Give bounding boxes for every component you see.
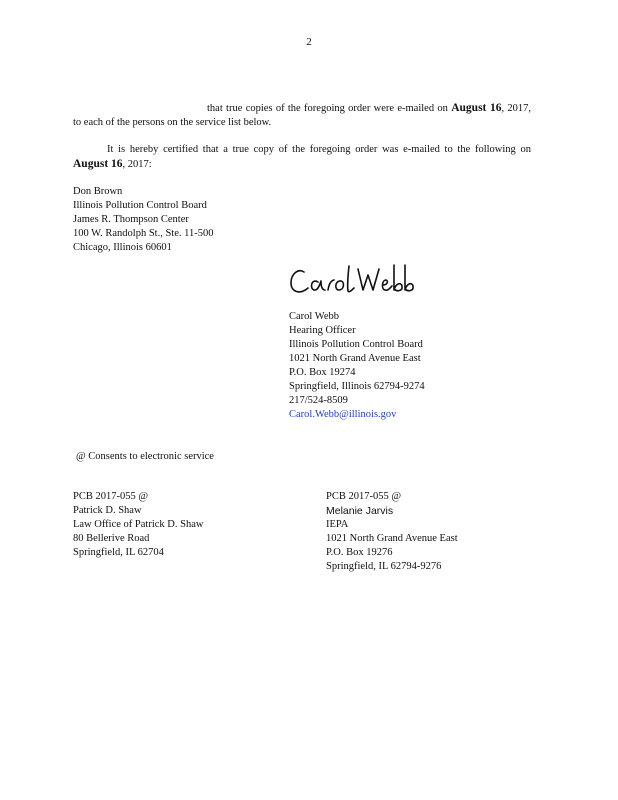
recipient-building: James R. Thompson Center xyxy=(73,214,189,225)
service-org: IEPA xyxy=(326,519,349,530)
recipient-name: Don Brown xyxy=(73,186,123,197)
recipient-org: Illinois Pollution Control Board xyxy=(73,200,207,211)
signer-phone: 217/524-8509 xyxy=(289,395,348,406)
consent-note: @ Consents to electronic service xyxy=(76,451,214,462)
certification-paragraph-2 xyxy=(73,143,531,172)
recipient-street: 100 W. Randolph St., Ste. 11-500 xyxy=(73,228,214,239)
service-case-number: PCB 2017-055 @ xyxy=(73,491,149,502)
signer-city: Springfield, Illinois 62794-9274 xyxy=(289,381,425,392)
service-pobox: P.O. Box 19276 xyxy=(326,547,393,558)
service-name: Patrick D. Shaw xyxy=(73,505,142,516)
cert1-text: that true copies of the foregoing order were e-mailed on xyxy=(207,103,448,114)
recipient-address xyxy=(73,185,214,255)
service-street: 1021 North Grand Avenue East xyxy=(326,533,458,544)
signer-title: Hearing Officer xyxy=(289,325,356,336)
service-city: Springfield, IL 62704 xyxy=(73,547,164,558)
cert1-date: August 16 xyxy=(451,102,502,114)
certification-paragraph-1 xyxy=(73,101,531,130)
signer-pobox: P.O. Box 19274 xyxy=(289,367,356,378)
signer-org: Illinois Pollution Control Board xyxy=(289,339,423,350)
cert2-date: August 16 xyxy=(73,158,123,170)
recipient-city: Chicago, Illinois 60601 xyxy=(73,242,172,253)
cert1-tail: , 2017, to each of the persons on the service list below. xyxy=(73,103,532,128)
service-name: Melanie Jarvis xyxy=(326,505,394,517)
service-list-entry-2 xyxy=(326,490,458,574)
cert2-tail: , 2017: xyxy=(122,159,152,170)
service-city: Springfield, IL 62794-9276 xyxy=(326,561,442,572)
service-org: Law Office of Patrick D. Shaw xyxy=(73,519,204,530)
service-street: 80 Bellerive Road xyxy=(73,533,150,544)
handwritten-signature xyxy=(288,262,418,302)
service-list-entry-1 xyxy=(73,490,203,560)
signer-name: Carol Webb xyxy=(289,311,339,322)
cert2-text: It is hereby certified that a true copy of the foregoing order was e-mailed to the following on xyxy=(107,144,531,155)
signer-email-link[interactable]: Carol.Webb@illinois.gov xyxy=(289,409,397,420)
signer-block xyxy=(289,310,425,422)
service-case-number: PCB 2017-055 @ xyxy=(326,491,402,502)
signer-street: 1021 North Grand Avenue East xyxy=(289,353,421,364)
page-number: 2 xyxy=(306,36,312,48)
